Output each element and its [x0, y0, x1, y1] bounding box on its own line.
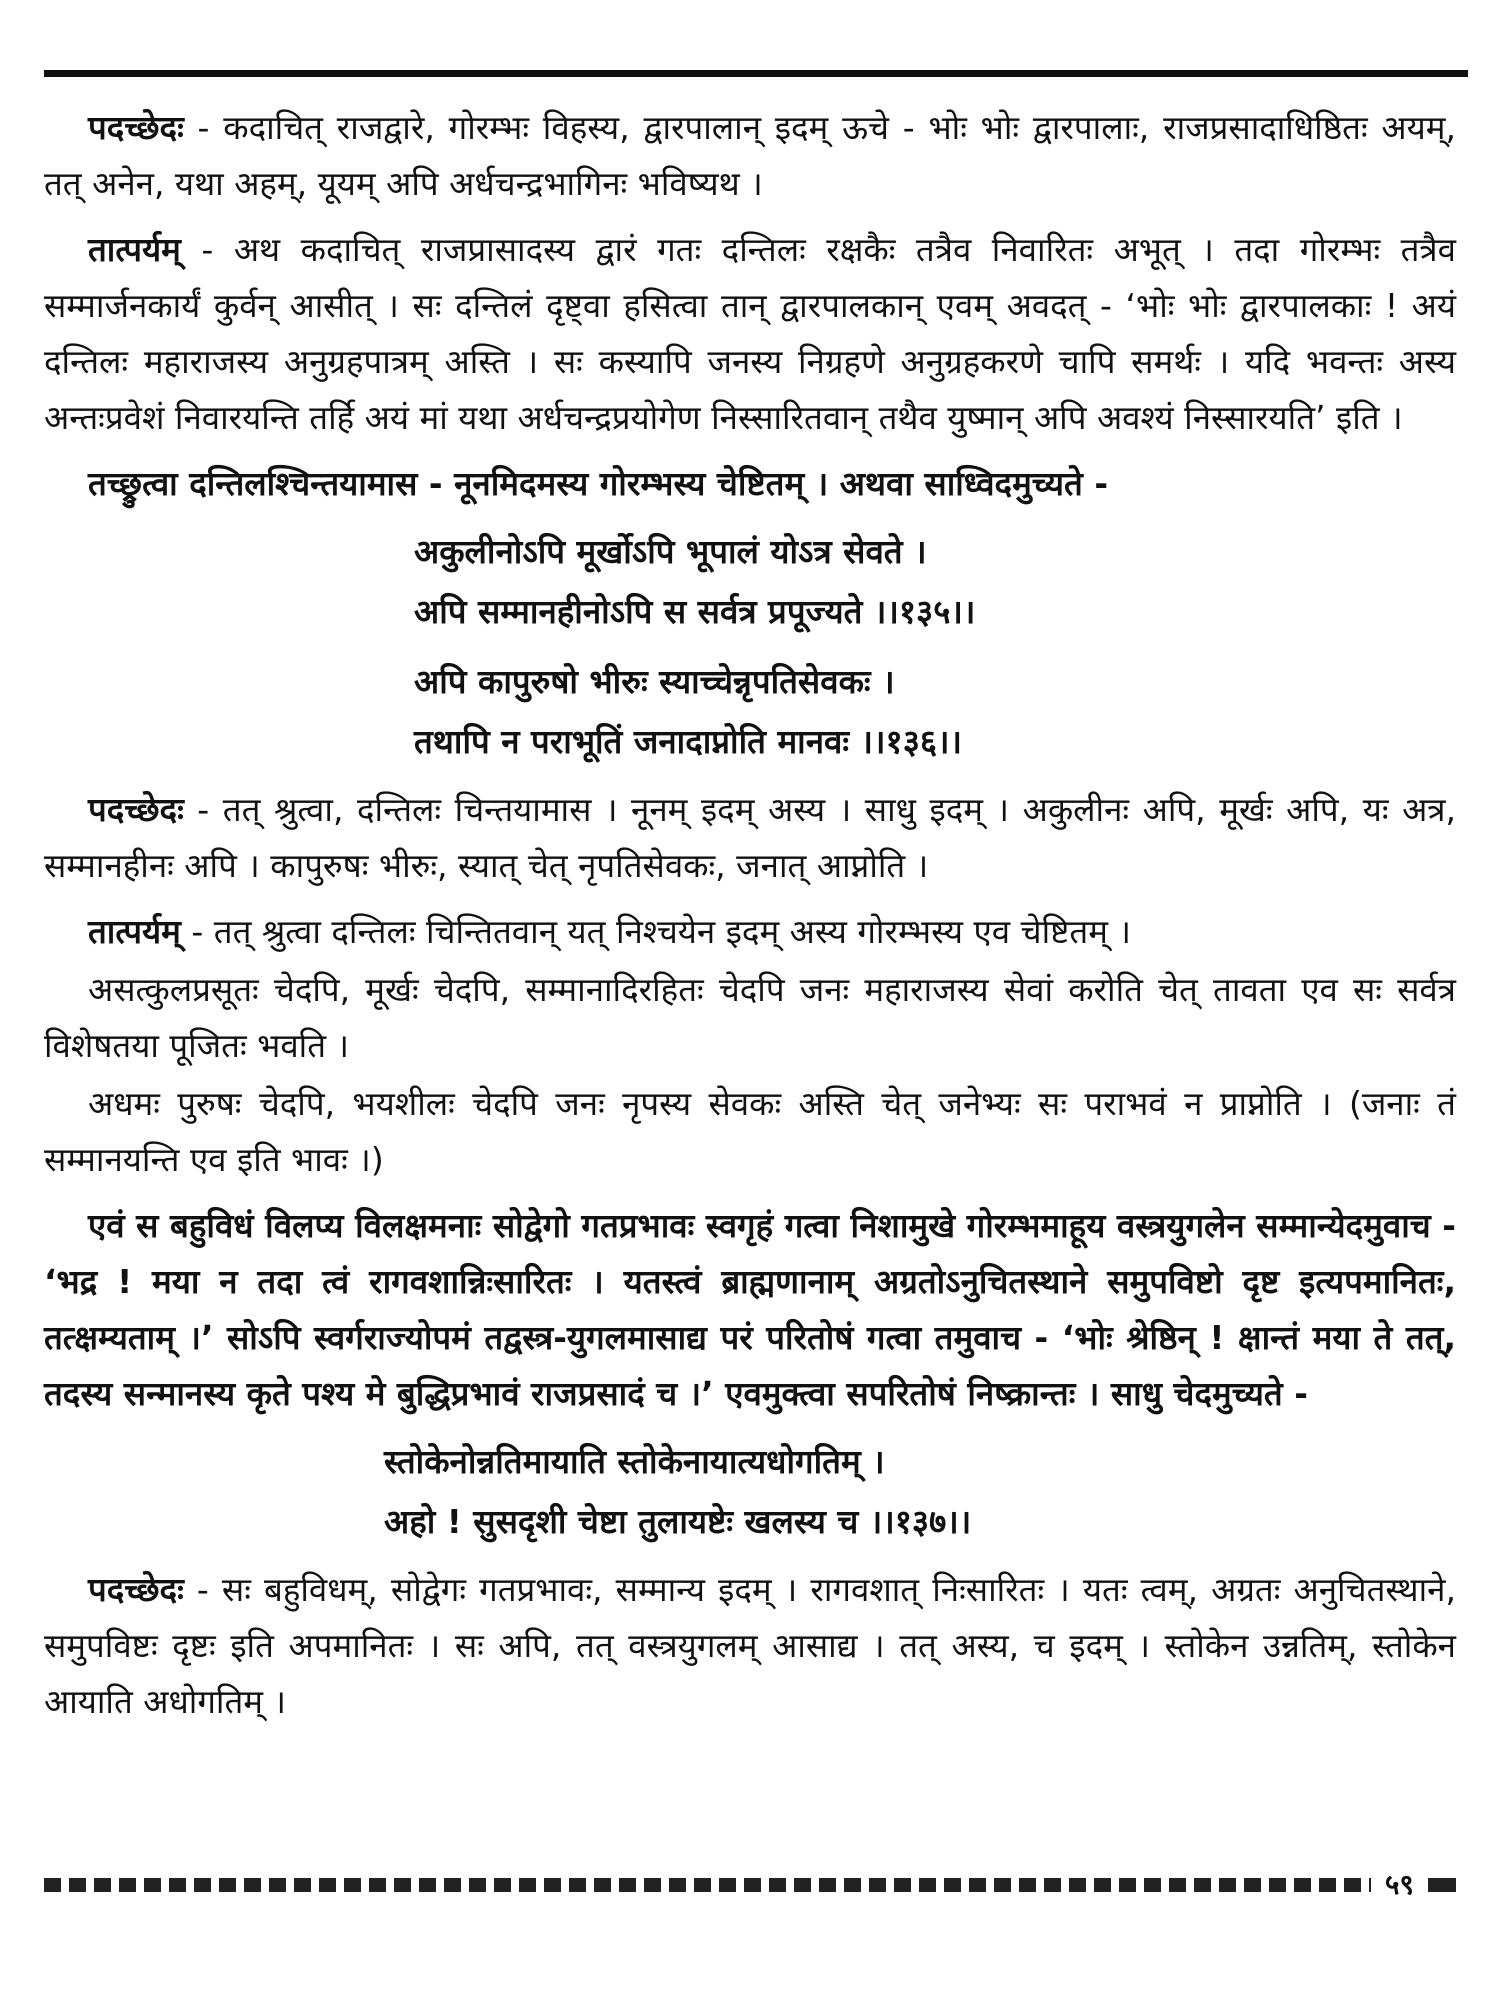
padaccheda-label: पदच्छेदः: [88, 1570, 184, 1609]
tatparya-text: - अथ कदाचित् राजप्रासादस्य द्वारं गतः दन्तिलः रक्षकैः तत्रैव निवारितः अभूत् । तदा गोरम्भः तत्रैव सम्मार्जनकार्यं कुर्वन् आसीत् । सः दन्तिलं दृष्ट्वा हसित्वा तान् द्वारपालकान् एवम् अवदत् - ‘भोः भोः द्वारपालकाः ! अयं दन्तिलः महाराजस्य अनुग्रहपात्रम् अस्ति । सः कस्यापि जनस्य निग्रहणे अनुग्रहकरणे चापि समर्थः । यदि भवन्तः अस्य अन्तःप्रवेशं निवारयन्ति तर्हि अयं मां यथा अर्धचन्द्रप्रयोगेण निस्सारितवान् तथैव युष्मान् अपि अवश्यं निस्सारयति’ इति ।: [44, 230, 1456, 437]
explanation-2: अधमः पुरुषः चेदपि, भयशीलः चेदपि जनः नृपस्य सेवकः अस्ति चेत् जनेभ्यः सः पराभवं न प्राप्नोति । (जनाः तं सम्मानयन्ति एव इति भावः ।): [44, 1084, 1456, 1179]
verse-line: स्तोकेनोन्नतिमायाति स्तोकेनायात्यधोगतिम् ।: [384, 1442, 885, 1481]
padaccheda-label: पदच्छेदः: [88, 790, 184, 829]
tatparya-label: तात्पर्यम्: [88, 230, 181, 269]
story-line-dantila: तच्छ्रुत्वा दन्तिलश्चिन्तयामास - नूनमिदमस्य गोरम्भस्य चेष्टितम् । अथवा साध्विदमुच्यते -: [88, 464, 1109, 503]
tatparya-label: तात्पर्यम्: [88, 912, 181, 951]
padaccheda-label: पदच्छेदः: [88, 108, 184, 147]
verse-135: [44, 522, 1456, 642]
story-paragraph: एवं स बहुविधं विलप्य विलक्षमनाः सोद्वेगो गतप्रभावः स्वगृहं गत्वा निशामुखे गोरम्भमाहूय वस्त्रयुगलेन सम्मान्येदमुवाच - ‘भद्र ! मया न तदा त्वं रागवशान्निःसारितः । यतस्त्वं ब्राह्मणानाम् अग्रतोऽनुचितस्थाने समुपविष्टो दृष्ट इत्यपमानितः, तत्क्षम्यताम् ।’ सोऽपि स्वर्गराज्योपमं तद्वस्त्र-युगलमासाद्य परं परितोषं गत्वा तमुवाच - ‘भोः श्रेष्ठिन् ! क्षान्तं मया ते तत्, तदस्य सन्मानस्य कृते पश्य मे बुद्धिप्रभावं राजप्रसादं च ।’ एवमुक्त्वा सपरितोषं निष्क्रान्तः । साधु चेदमुच्यते -: [44, 1206, 1456, 1413]
tatparya-paragraph-2: [44, 904, 1456, 960]
verse-137: [44, 1432, 1456, 1552]
tatparya-paragraph-1: [44, 222, 1456, 446]
page-content: [44, 100, 1456, 1740]
padaccheda-text: - सः बहुविधम्, सोद्वेगः गतप्रभावः, सम्मान्य इदम् । रागवशात् निःसारितः । यतः त्वम्, अग्रतः अनुचितस्थाने, समुपविष्टः दृष्टः इति अपमानितः । सः अपि, तत् वस्त्रयुगलम् आसाद्य । तत् अस्य, च इदम् । स्तोकेन उन्नतिम्, स्तोकेन आयाति अधोगतिम् ।: [44, 1570, 1456, 1721]
verse-line: अपि कापुरुषो भीरुः स्याच्चेन्नृपतिसेवकः ।: [414, 662, 895, 701]
verse-line: तथापि न पराभूतिं जनादाप्नोति मानवः ।।१३६।।: [414, 722, 963, 761]
footer-end-block: [1428, 1878, 1456, 1892]
top-rule: [44, 70, 1468, 77]
padaccheda-text: - कदाचित् राजद्वारे, गोरम्भः विहस्य, द्वारपालान् इदम् ऊचे - भोः भोः द्वारपालाः, राजप्रसादाधिष्ठितः अयम्, तत् अनेन, यथा अहम्, यूयम् अपि अर्धचन्द्रभागिनः भविष्यथ ।: [44, 108, 1456, 203]
dashed-rule: [44, 1878, 1371, 1892]
verse-line: अपि सम्मानहीनोऽपि स सर्वत्र प्रपूज्यते ।।१३५।।: [414, 592, 976, 631]
padaccheda-paragraph-2: [44, 782, 1456, 894]
explanation-1: असत्कुलप्रसूतः चेदपि, मूर्खः चेदपि, सम्मानादिरहितः चेदपि जनः महाराजस्य सेवां करोति चेत् तावता एव सः सर्वत्र विशेषतया पूजितः भवति ।: [44, 970, 1456, 1065]
padaccheda-paragraph-3: [44, 1562, 1456, 1730]
verse-line: अकुलीनोऽपि मूर्खोऽपि भूपालं योऽत्र सेवते ।: [414, 532, 927, 571]
page-number: ५९: [1384, 1868, 1414, 1901]
padaccheda-paragraph-1: [44, 100, 1456, 212]
footer-strip: [44, 1868, 1456, 1901]
verse-136: [44, 652, 1456, 772]
tatparya-text: - तत् श्रुत्वा दन्तिलः चिन्तितवान् यत् निश्चयेन इदम् अस्य गोरम्भस्य एव चेष्टितम् ।: [180, 912, 1131, 951]
padaccheda-text: - तत् श्रुत्वा, दन्तिलः चिन्तयामास । नूनम् इदम् अस्य । साधु इदम् । अकुलीनः अपि, मूर्खः अपि, यः अत्र, सम्मानहीनः अपि । कापुरुषः भीरुः, स्यात् चेत् नृपतिसेवकः, जनात् आप्नोति ।: [44, 790, 1456, 885]
verse-line: अहो ! सुसदृशी चेष्टा तुलायष्टेः खलस्य च ।।१३७।।: [384, 1502, 972, 1541]
